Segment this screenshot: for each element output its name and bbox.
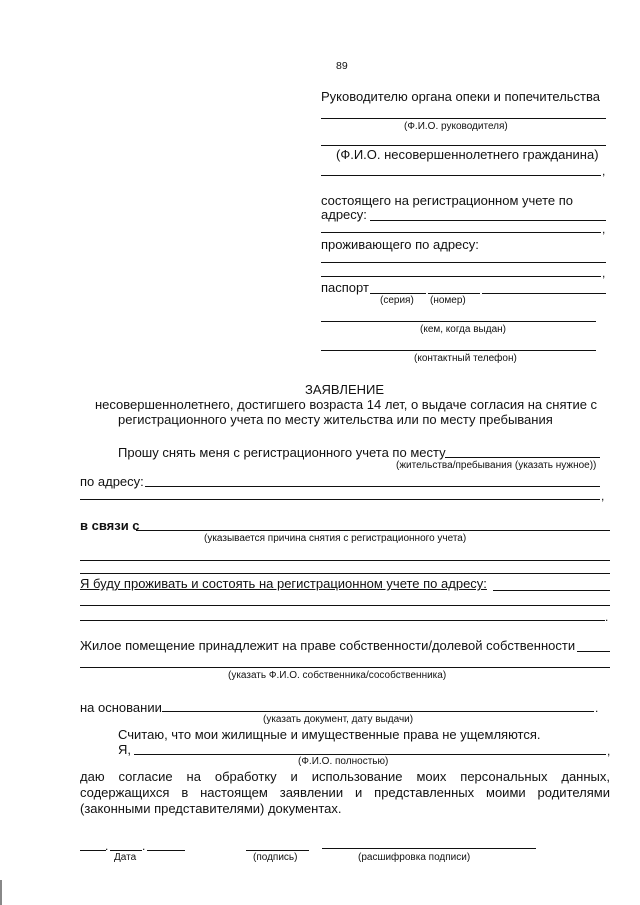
reason-line[interactable] (136, 530, 610, 531)
address-line1[interactable] (145, 486, 600, 487)
issued-by-line[interactable] (321, 321, 596, 322)
phone-line[interactable] (321, 350, 596, 351)
signature-decode-line[interactable] (322, 848, 536, 849)
minor-name-line[interactable] (321, 175, 601, 176)
dot: . (595, 701, 599, 715)
minor-name-line-top[interactable] (321, 145, 606, 146)
registered-line1: состоящего на регистрационном учете по (321, 193, 573, 208)
signature-caption: (подпись) (253, 852, 298, 863)
series-caption: (серия) (380, 295, 414, 306)
future-address-label: Я буду проживать и состоять на регистрационном учете по адресу: (80, 576, 487, 591)
dot: . (142, 839, 146, 853)
date-day-line[interactable] (80, 850, 106, 851)
basis-label: на основании (80, 700, 162, 715)
number-caption: (номер) (430, 295, 466, 306)
owner-caption: (указать Ф.И.О. собственника/сособственника) (228, 670, 447, 681)
consent-line2: содержащихся в настоящем заявлении и представленных моими родителями (80, 785, 610, 800)
comma: , (607, 744, 611, 758)
dot: . (105, 839, 109, 853)
consent-line1: даю согласие на обработку и использование моих персональных данных, (80, 769, 610, 784)
phone-caption: (контактный телефон) (414, 353, 517, 364)
reason-caption: (указывается причина снятия с регистрационного учета) (204, 533, 467, 544)
date-caption: Дата (114, 852, 137, 863)
residing-address-line2[interactable] (321, 276, 601, 277)
passport-extra-line[interactable] (482, 293, 606, 294)
request-text: Прошу снять меня с регистрационного учета по месту (118, 445, 446, 460)
registered-address-line2[interactable] (321, 232, 601, 233)
passport-label: паспорт (321, 280, 369, 295)
basis-line[interactable] (162, 711, 594, 712)
residing-address-line1[interactable] (321, 262, 606, 263)
period: . (605, 610, 609, 624)
owner-name-line[interactable] (80, 667, 610, 668)
title-line2: регистрационного учета по месту жительства или по месту пребывания (118, 412, 553, 427)
future-address-line3[interactable] (80, 620, 605, 621)
date-year-line[interactable] (147, 850, 185, 851)
date-month-line[interactable] (110, 850, 142, 851)
comma: , (602, 164, 606, 178)
reason-label: в связи с (80, 518, 140, 533)
page-number: 89 (336, 60, 348, 72)
registered-line2: адресу: (321, 207, 367, 222)
basis-caption: (указать документ, дату выдачи) (263, 714, 414, 725)
consent-line3: (законными представителями) документах. (80, 801, 342, 816)
ownership-text: Жилое помещение принадлежит на праве собственности/долевой собственности (80, 638, 576, 653)
comma: , (602, 222, 606, 236)
addressee: Руководителю органа опеки и попечительства (321, 89, 600, 104)
issued-caption: (кем, когда выдан) (420, 324, 506, 335)
director-caption: (Ф.И.О. руководителя) (404, 121, 508, 132)
comma: , (602, 266, 606, 280)
future-address-line2[interactable] (80, 605, 610, 606)
passport-series-line[interactable] (370, 293, 426, 294)
ownership-line1[interactable] (577, 651, 610, 652)
rights-statement: Считаю, что мои жилищные и имущественные права не ущемляются. (118, 727, 541, 742)
address-line2[interactable] (80, 499, 600, 500)
registered-address-line1[interactable] (370, 220, 606, 221)
decode-caption: (расшифровка подписи) (358, 852, 471, 863)
signature-line[interactable] (246, 850, 309, 851)
residence-caption: (жительства/пребывания (указать нужное)) (396, 460, 597, 471)
reason-line2[interactable] (80, 560, 610, 561)
director-name-line[interactable] (321, 118, 606, 119)
scan-edge-mark (0, 880, 2, 905)
residing-label: проживающего по адресу: (321, 237, 479, 252)
title-line1: несовершеннолетнего, достигшего возраста 14 лет, о выдаче согласия на снятие с (95, 397, 598, 412)
full-name-line[interactable] (134, 754, 606, 755)
full-name-caption: (Ф.И.О. полностью) (298, 756, 389, 767)
minor-caption: (Ф.И.О. несовершеннолетнего гражданина) (336, 147, 599, 162)
passport-number-line[interactable] (428, 293, 480, 294)
future-address-line1[interactable] (493, 590, 610, 591)
residence-type-line[interactable] (445, 457, 600, 458)
address-label: по адресу: (80, 474, 144, 489)
i-label: Я, (118, 742, 131, 757)
document-title: ЗАЯВЛЕНИЕ (305, 382, 385, 397)
reason-line3[interactable] (80, 573, 610, 574)
comma: , (601, 489, 605, 503)
